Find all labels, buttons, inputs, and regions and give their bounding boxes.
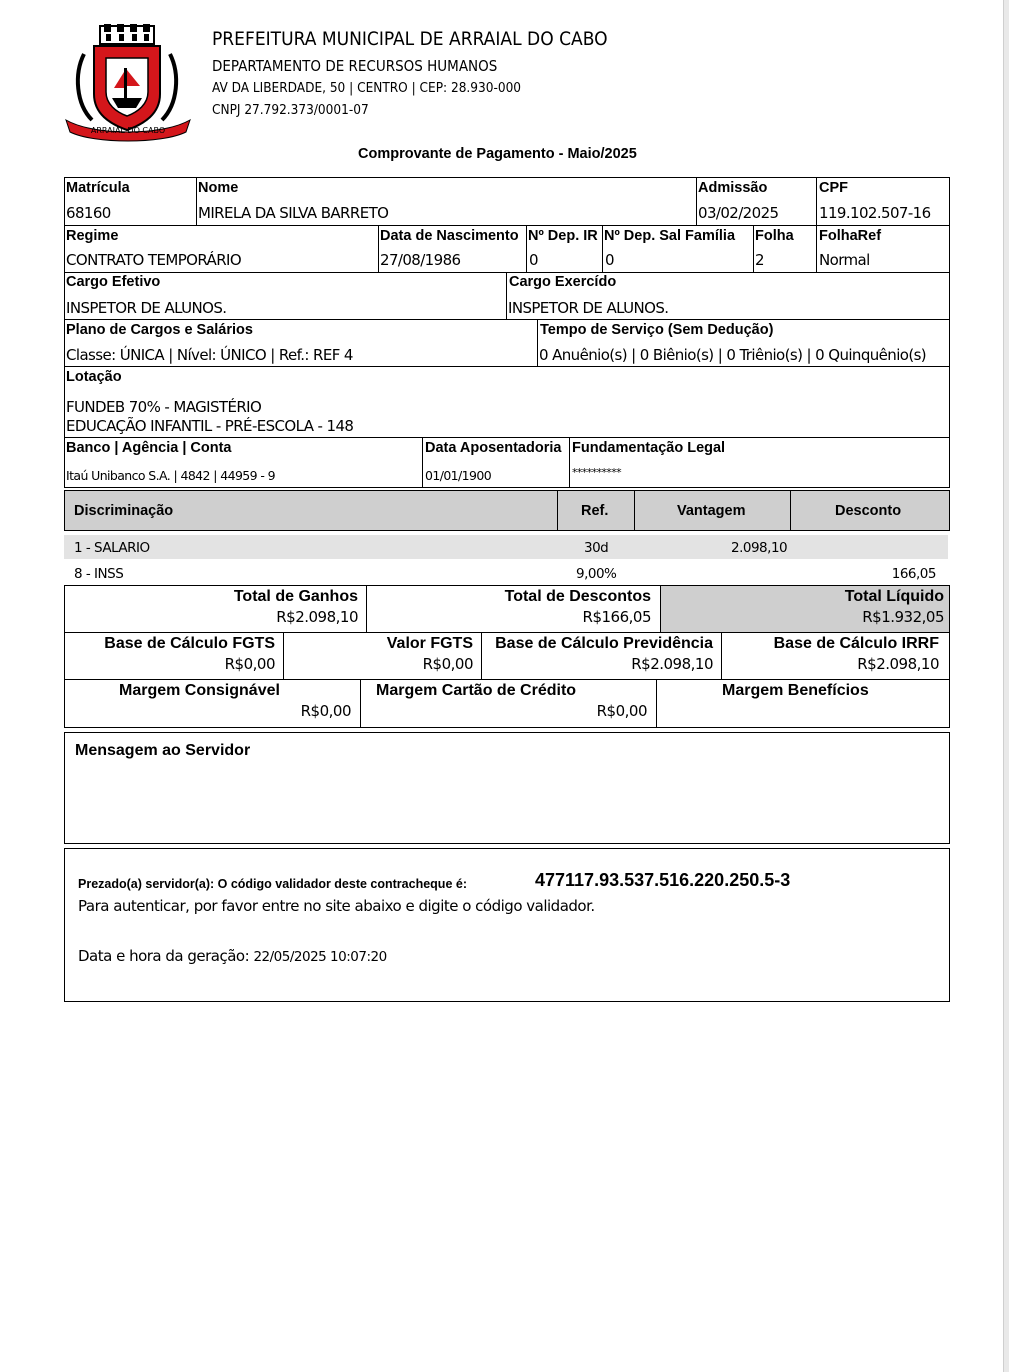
folha-label: Folha	[755, 228, 794, 244]
row-desconto: 166,05	[891, 566, 936, 582]
fundamentacao-label: Fundamentação Legal	[572, 440, 726, 456]
validator-code: 477117.93.537.516.220.250.5-3	[535, 870, 791, 890]
base-prev-label: Base de Cálculo Previdência	[495, 635, 713, 652]
coat-of-arms-icon	[64, 24, 192, 144]
dep-ir-value: 0	[529, 251, 538, 269]
fundamentacao-value: **********	[572, 466, 622, 479]
validation-box	[64, 848, 950, 1002]
total-descontos-value: R$166,05	[582, 608, 651, 626]
banco-value: Itaú Unibanco S.A. | 4842 | 44959 - 9	[66, 468, 276, 483]
generation-datetime	[78, 947, 387, 965]
tempo-servico-value: 0 Anuênio(s) | 0 Biênio(s) | 0 Triênio(s) | 0 Quinquênio(s)	[539, 346, 927, 364]
plano-label: Plano de Cargos e Salários	[66, 322, 253, 338]
total-liquido-value: R$1.932,05	[862, 608, 944, 626]
matricula-value: 68160	[66, 204, 111, 222]
row-vantagem: 2.098,10	[731, 540, 788, 556]
plano-value: Classe: ÚNICA | Nível: ÚNICO | Ref.: REF 4	[66, 346, 353, 364]
valor-fgts-value: R$0,00	[422, 655, 473, 673]
col-ref: Ref.	[581, 503, 609, 519]
org-name: PREFEITURA MUNICIPAL DE ARRAIAL DO CABO	[212, 28, 608, 50]
nascimento-value: 27/08/1986	[380, 251, 461, 269]
cargo-efetivo-label: Cargo Efetivo	[66, 274, 161, 290]
validator-text: Prezado(a) servidor(a): O código validador deste contracheque é:	[78, 877, 467, 891]
table-header	[64, 490, 950, 531]
margem-cartao-label: Margem Cartão de Crédito	[376, 682, 577, 699]
margem-cartao-value: R$0,00	[596, 702, 647, 720]
base-irrf-label: Base de Cálculo IRRF	[773, 635, 939, 652]
col-desconto: Desconto	[835, 503, 902, 519]
valor-fgts-label: Valor FGTS	[386, 635, 473, 652]
col-vantagem: Vantagem	[677, 503, 746, 519]
row-desc: 1 - SALARIO	[74, 540, 150, 556]
regime-value: CONTRATO TEMPORÁRIO	[66, 251, 242, 269]
svg-text:ARRAIAL DO CABO: ARRAIAL DO CABO	[90, 126, 166, 135]
tempo-servico-label: Tempo de Serviço (Sem Dedução)	[540, 322, 774, 338]
cargo-exercido-value: INSPETOR DE ALUNOS.	[508, 299, 669, 317]
margem-beneficios-label: Margem Benefícios	[722, 682, 869, 699]
admissao-value: 03/02/2025	[698, 204, 779, 222]
matricula-label: Matrícula	[66, 180, 130, 196]
generation-label: Data e hora da geração:	[78, 947, 250, 965]
dep-ir-label: Nº Dep. IR	[528, 228, 598, 244]
total-liquido-label: Total Líquido	[844, 588, 944, 605]
dep-salfam-label: Nº Dep. Sal Família	[604, 228, 736, 244]
folharef-value: Normal	[819, 251, 870, 269]
base-irrf-value: R$2.098,10	[857, 655, 939, 673]
cpf-value: 119.102.507-16	[819, 204, 931, 222]
total-descontos-label: Total de Descontos	[504, 588, 651, 605]
mensagem-label: Mensagem ao Servidor	[75, 742, 251, 759]
lotacao-label: Lotação	[66, 369, 122, 385]
cpf-label: CPF	[819, 180, 848, 196]
cargo-efetivo-value: INSPETOR DE ALUNOS.	[66, 299, 227, 317]
dept-name: DEPARTAMENTO DE RECURSOS HUMANOS	[212, 57, 498, 75]
col-discriminacao: Discriminação	[74, 503, 174, 519]
cnpj: CNPJ 27.792.373/0001-07	[212, 102, 369, 118]
nome-label: Nome	[198, 180, 239, 196]
folharef-label: FolhaRef	[819, 228, 882, 244]
banco-label: Banco | Agência | Conta	[66, 440, 232, 456]
total-ganhos-label: Total de Ganhos	[233, 588, 358, 605]
row-ref: 9,00%	[576, 566, 617, 582]
table-row	[64, 561, 948, 585]
generation-value: 22/05/2025 10:07:20	[253, 949, 387, 965]
page-title: Comprovante de Pagamento - Maio/2025	[358, 146, 637, 162]
table-row	[64, 535, 948, 559]
aposentadoria-value: 01/01/1900	[425, 468, 492, 483]
nome-value: MIRELA DA SILVA BARRETO	[198, 204, 389, 222]
folha-value: 2	[755, 251, 764, 269]
admissao-label: Admissão	[698, 180, 768, 196]
row-desc: 8 - INSS	[74, 566, 124, 582]
dep-salfam-value: 0	[605, 251, 614, 269]
lotacao-value-1: FUNDEB 70% - MAGISTÉRIO	[66, 398, 262, 416]
cargo-exercido-label: Cargo Exercído	[509, 274, 617, 290]
mensagem-box	[64, 732, 950, 844]
base-prev-value: R$2.098,10	[631, 655, 713, 673]
address: AV DA LIBERDADE, 50 | CENTRO | CEP: 28.930-000	[212, 80, 522, 96]
base-fgts-value: R$0,00	[224, 655, 275, 673]
base-fgts-label: Base de Cálculo FGTS	[104, 635, 275, 652]
nascimento-label: Data de Nascimento	[380, 228, 519, 244]
auth-text: Para autenticar, por favor entre no site abaixo e digite o código validador.	[78, 897, 595, 915]
lotacao-value-2: EDUCAÇÃO INFANTIL - PRÉ-ESCOLA - 148	[66, 417, 354, 435]
aposentadoria-label: Data Aposentadoria	[425, 440, 562, 456]
margem-consignavel-value: R$0,00	[300, 702, 351, 720]
row-ref: 30d	[584, 540, 609, 556]
regime-label: Regime	[66, 228, 119, 244]
total-ganhos-value: R$2.098,10	[276, 608, 358, 626]
margem-consignavel-label: Margem Consignável	[119, 682, 280, 699]
